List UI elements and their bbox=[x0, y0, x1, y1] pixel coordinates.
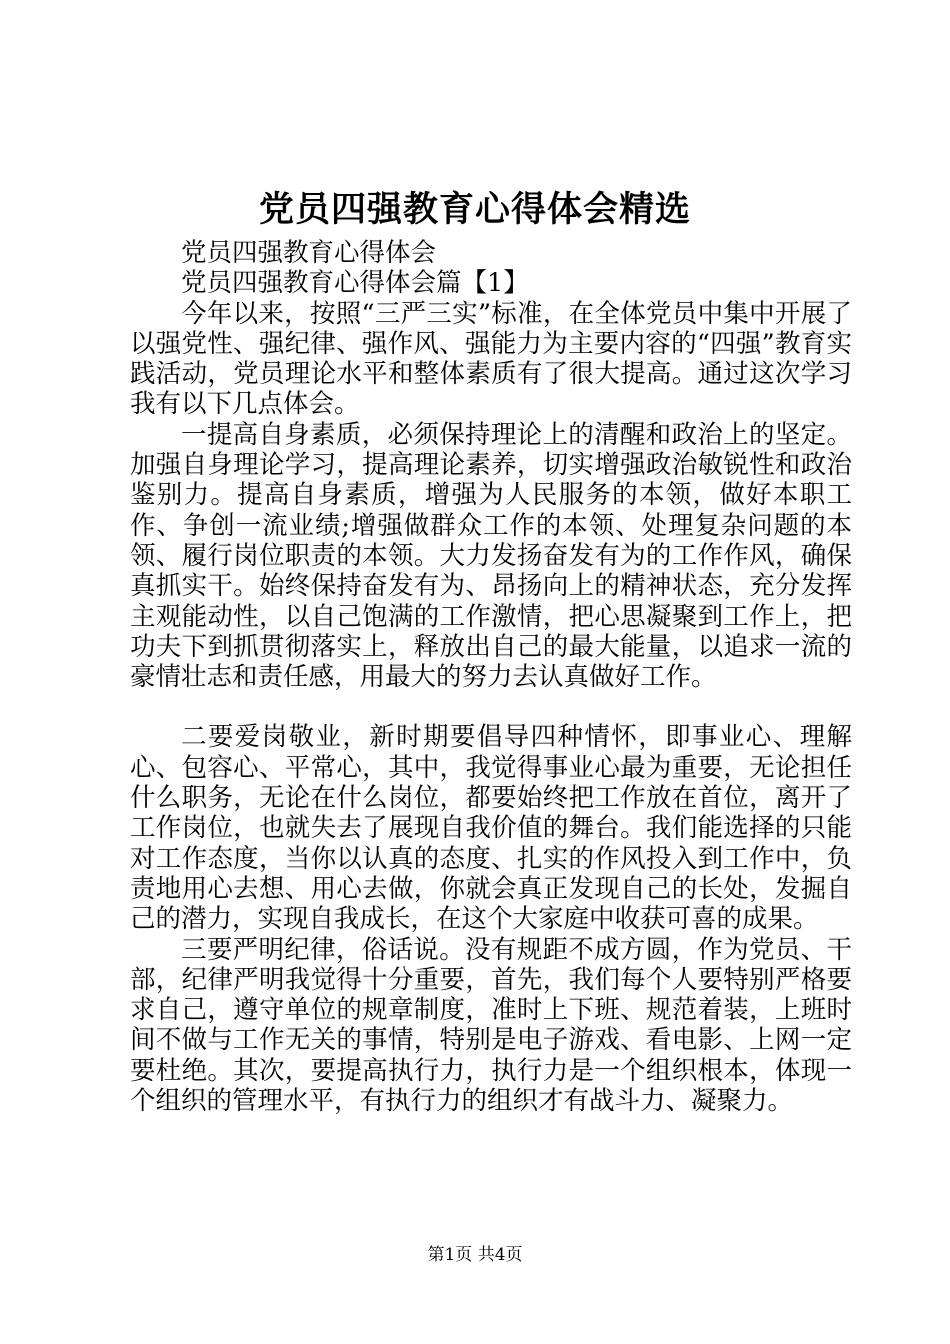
subtitle-paragraph: 党员四强教育心得体会 bbox=[181, 238, 437, 268]
point-three-paragraph: 三要严明纪律，俗话说。没有规距不成方圆，作为党员、干部，纪律严明我觉得十分重要，首先，我们每个人要特别严格要求自己，遵守单位的规章制度，准时上下班、规范着装，上班时间不做与工作无关的事情，特别是电子游戏、看电影、上网一定要杜绝。其次，要提高执行力，执行力是一个组织根本，体现一个组织的管理水平，有执行力的组织才有战斗力、凝聚力。 bbox=[130, 934, 852, 1117]
section-heading-paragraph: 党员四强教育心得体会篇【1】 bbox=[181, 268, 529, 299]
intro-paragraph: 今年以来，按照“三严三实”标准，在全体党员中集中开展了以强党性、强纪律、强作风、强能力为主要内容的“四强”教育实践活动，党员理论水平和整体素质有了很大提高。通过这次学习我有以下几点体会。 bbox=[130, 298, 852, 420]
point-two-paragraph: 二要爱岗敬业，新时期要倡导四种情怀，即事业心、理解心、包容心、平常心，其中，我觉得事业心最为重要，无论担任什么职务，无论在什么岗位，都要始终把工作放在首位，离开了工作岗位，也就失去了展现自我价值的舞台。我们能选择的只能对工作态度，当你以认真的态度、扎实的作风投入到工作中，负责地用心去想、用心去做，你就会真正发现自己的长处，发掘自己的潜力，实现自我成长，在这个大家庭中收获可喜的成果。 bbox=[130, 722, 852, 935]
document-body bbox=[130, 238, 852, 1116]
point-one-paragraph: 一提高自身素质，必须保持理论上的清醒和政治上的坚定。加强自身理论学习，提高理论素养，切实增强政治敏锐性和政治鉴别力。提高自身素质，增强为人民服务的本领，做好本职工作、争创一流业绩;增强做群众工作的本领、处理复杂问题的本领、履行岗位职责的本领。大力发扬奋发有为的工作作风，确保真抓实干。始终保持奋发有为、昂扬向上的精神状态，充分发挥主观能动性，以自己饱满的工作激情，把心思凝聚到工作上，把功夫下到抓贯彻落实上，释放出自己的最大能量，以追求一流的豪情壮志和责任感，用最大的努力去认真做好工作。 bbox=[130, 419, 852, 693]
document-title: 党员四强教育心得体会精选 bbox=[258, 189, 691, 230]
page-footer: 第1页 共4页 bbox=[427, 1245, 523, 1265]
